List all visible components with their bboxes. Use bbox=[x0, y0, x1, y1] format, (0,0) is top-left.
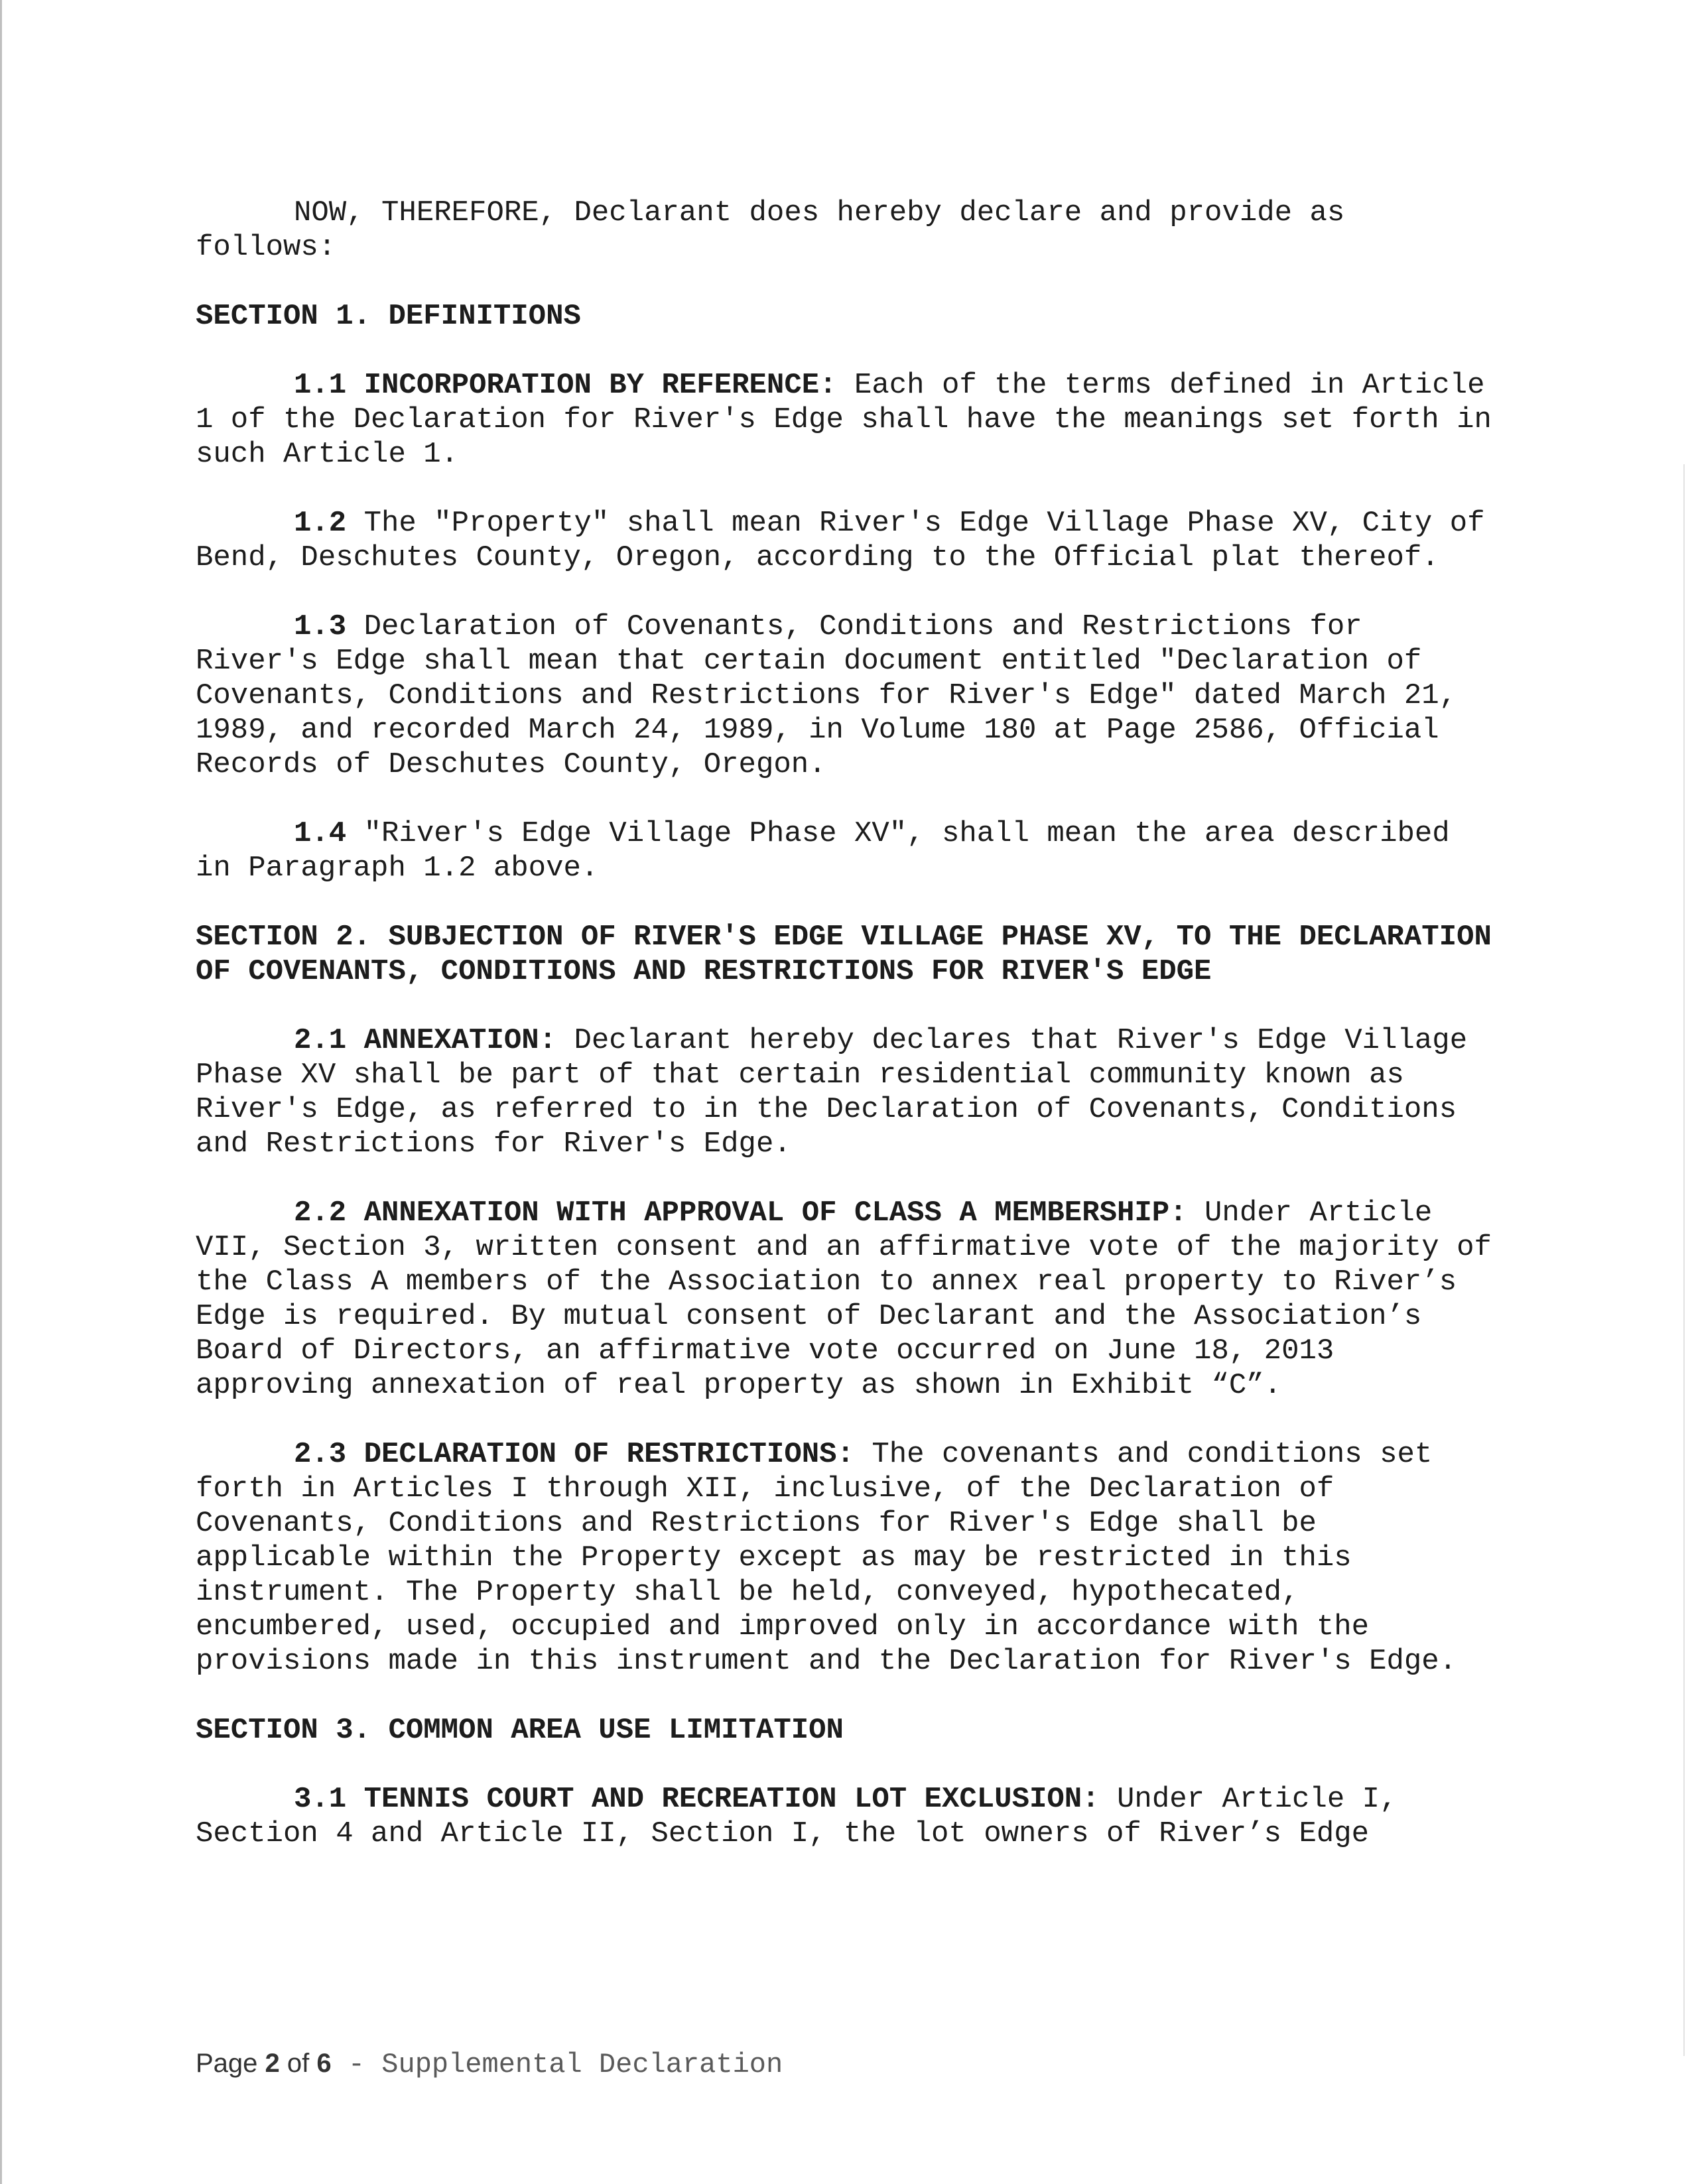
paragraph-1-1-lead: 1.1 INCORPORATION BY REFERENCE: bbox=[294, 369, 837, 402]
footer-separator: - bbox=[331, 2049, 382, 2081]
intro-paragraph: NOW, THEREFORE, Declarant does hereby declare and provide as follows: bbox=[196, 196, 1362, 264]
paragraph-1-3 bbox=[196, 610, 1496, 782]
page-footer bbox=[196, 2046, 783, 2082]
scan-edge-right bbox=[1683, 464, 1685, 2056]
paragraph-1-3-text: Declaration of Covenants, Conditions and Restrictions for River's Edge shall mean that certain document entitled "Declaration of Covenants, Conditions and Restrictions for River's Edge" dated March 21, 1989, and recorded March 24, 1989, in Volume 180 at Page 2586, Official Records of Deschutes County, Oregon. bbox=[196, 610, 1474, 781]
paragraph-3-1-lead: 3.1 TENNIS COURT AND RECREATION LOT EXCLUSION: bbox=[294, 1783, 1100, 1816]
section-3-heading: SECTION 3. COMMON AREA USE LIMITATION bbox=[196, 1714, 844, 1747]
footer-page-total: 6 bbox=[316, 2049, 332, 2078]
paragraph-1-2 bbox=[196, 506, 1502, 575]
paragraph-2-2 bbox=[196, 1196, 1510, 1403]
paragraph-3-1 bbox=[196, 1782, 1496, 1851]
paragraph-2-1-text: Declarant hereby declares that River's Edge Village Phase XV shall be part of that certain residential community known as River's Edge, as referred to in the Declaration of Covenants, Conditions and Restrictions for River's Edge. bbox=[196, 1024, 1485, 1161]
scan-edge-left bbox=[0, 0, 2, 2184]
paragraph-2-3-text: The covenants and conditions set forth in Articles I through XII, inclusive, of the Declaration of Covenants, Conditions and Restrictions for River's Edge shall be applicable within the Property except as may be restricted in this instrument. The Property shall be held, conveyed, hypothecated, encumbered, used, occupied and improved only in accordance with the provisions made in this instrument and the Declaration for River's Edge. bbox=[196, 1438, 1457, 1678]
section-1-heading: SECTION 1. DEFINITIONS bbox=[196, 300, 581, 333]
paragraph-2-3-lead: 2.3 DECLARATION OF RESTRICTIONS: bbox=[294, 1438, 854, 1471]
paragraph-2-1 bbox=[196, 1023, 1496, 1161]
paragraph-1-4-lead: 1.4 bbox=[294, 817, 347, 850]
section-2-heading: SECTION 2. SUBJECTION OF RIVER'S EDGE VILLAGE PHASE XV, TO THE DECLARATION OF COVENANTS, CONDITIONS AND RESTRICTIONS FOR RIVER'S EDGE bbox=[196, 921, 1510, 988]
footer-document-title: Supplemental Declaration bbox=[381, 2049, 783, 2081]
paragraph-1-2-lead: 1.2 bbox=[294, 507, 347, 540]
paragraph-1-2-text: The "Property" shall mean River's Edge Village Phase XV, City of Bend, Deschutes County, Oregon, according to the Official plat thereof. bbox=[196, 507, 1502, 574]
paragraph-2-2-lead: 2.2 ANNEXATION WITH APPROVAL OF CLASS A MEMBERSHIP: bbox=[294, 1196, 1187, 1230]
paragraph-2-3 bbox=[196, 1437, 1496, 1679]
paragraph-1-3-lead: 1.3 bbox=[294, 610, 347, 643]
footer-page-number: 2 bbox=[265, 2049, 280, 2078]
paragraph-2-1-lead: 2.1 ANNEXATION: bbox=[294, 1024, 557, 1057]
paragraph-1-4 bbox=[196, 816, 1496, 885]
footer-page-word: Page bbox=[196, 2049, 258, 2078]
footer-of-word: of bbox=[287, 2049, 310, 2078]
paragraph-1-1-text: Each of the terms defined in Article 1 of the Declaration for River's Edge shall have the meanings set forth in such Article 1. bbox=[196, 369, 1510, 471]
paragraph-2-2-text: Under Article VII, Section 3, written consent and an affirmative vote of the majority of the Class A members of the Association to annex real property to River’s Edge is required. By mutual consent of Declarant and the Association’s Board of Directors, an affirmative vote occurred on June 18, 2013 approving annexation of real property as shown in Exhibit “C”. bbox=[196, 1196, 1510, 1402]
paragraph-3-1-text: Under Article I, Section 4 and Article II, Section I, the lot owners of River’s Edge bbox=[196, 1783, 1415, 1850]
paragraph-1-1 bbox=[196, 368, 1510, 472]
document-body bbox=[196, 196, 1510, 1886]
paragraph-1-4-text: "River's Edge Village Phase XV", shall mean the area described in Paragraph 1.2 above. bbox=[196, 817, 1468, 885]
